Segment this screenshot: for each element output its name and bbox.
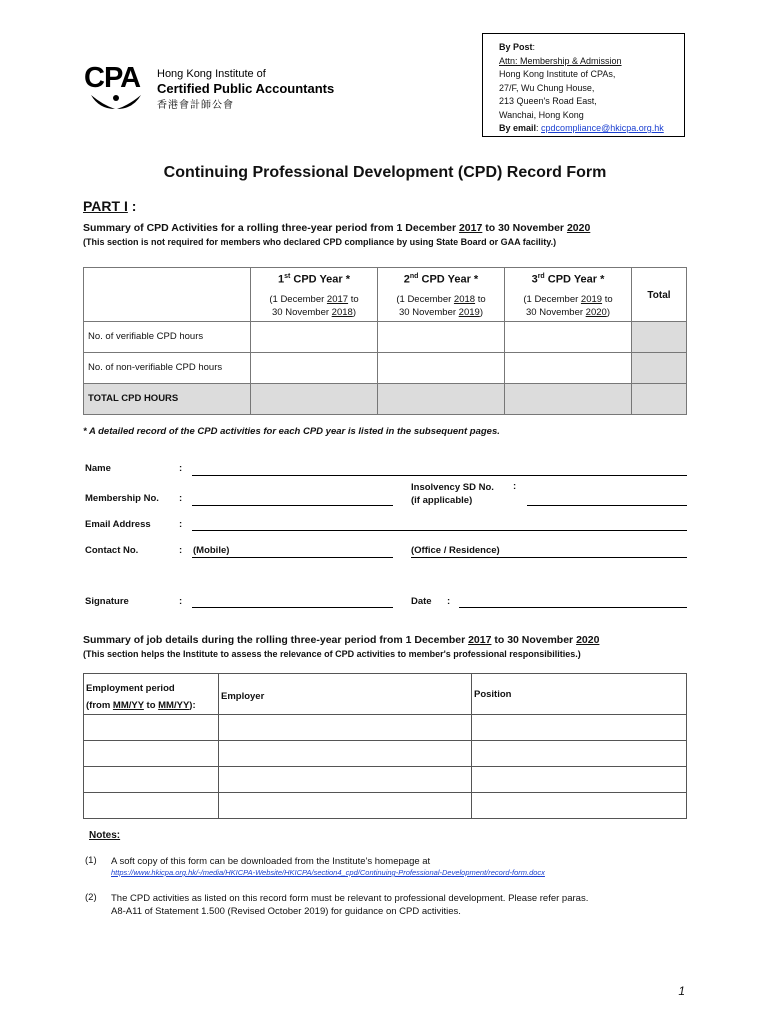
job-cell[interactable] (219, 715, 472, 741)
position-header: Position (472, 674, 687, 715)
note-number: (2) (85, 892, 97, 903)
hours-input-cell[interactable] (505, 353, 632, 384)
colon: : (513, 481, 517, 492)
colon: : (179, 545, 183, 556)
job-cell[interactable] (219, 793, 472, 819)
page-number: 1 (678, 984, 685, 998)
hours-input-cell[interactable] (378, 322, 505, 353)
job-summary-heading: Summary of job details during the rolling three-year period from 1 December 2017 to 30 November 2020 (83, 634, 600, 646)
download-link[interactable]: https://www.hkicpa.org.hk/-/media/HKICPA-Website/HKICPA/section4_cpd/Continuing-Professional-Development/record-form.docx (111, 868, 545, 877)
membership-field[interactable] (192, 505, 393, 506)
contact-label: Contact No. (85, 545, 139, 556)
membership-label: Membership No. (85, 493, 159, 504)
cpd-year-header: 1st CPD Year * (1 December 2017 to 30 November 2018) (251, 268, 378, 322)
job-cell[interactable] (84, 741, 219, 767)
colon: : (179, 493, 183, 504)
job-cell[interactable] (472, 715, 687, 741)
row-label: No. of non-verifiable CPD hours (84, 353, 251, 384)
total-cell (632, 353, 687, 384)
address-line: 213 Queen's Road East, (499, 96, 597, 106)
employer-header: Employer (219, 674, 472, 715)
hours-input-cell[interactable] (251, 322, 378, 353)
job-cell[interactable] (472, 767, 687, 793)
job-cell[interactable] (84, 715, 219, 741)
email-field[interactable] (192, 530, 687, 531)
job-cell[interactable] (84, 793, 219, 819)
signature-label: Signature (85, 596, 129, 607)
cpd-summary-heading: Summary of CPD Activities for a rolling three-year period from 1 December 2017 to 30 November 2020 (83, 222, 591, 234)
table-footnote: * A detailed record of the CPD activities for each CPD year is listed in the subsequent pages. (83, 426, 500, 437)
leaf-emblem-icon (89, 93, 143, 111)
colon: : (447, 596, 451, 607)
email-link[interactable]: cpdcompliance@hkicpa.org.hk (541, 123, 664, 133)
note-text: A soft copy of this form can be downloaded from the Institute's homepage at (111, 856, 431, 867)
name-field[interactable] (192, 475, 687, 476)
mobile-label: (Mobile) (193, 545, 230, 556)
date-field[interactable] (459, 607, 687, 608)
date-label: Date (411, 596, 432, 607)
total-hours-cell (505, 384, 632, 415)
by-email-label: By email (499, 123, 537, 133)
insolvency-field[interactable] (527, 505, 687, 506)
mobile-field[interactable] (192, 557, 393, 558)
logo-chinese-name: 香港會計師公會 (157, 100, 234, 111)
note-number: (1) (85, 855, 97, 866)
address-line: Wanchai, Hong Kong (499, 109, 584, 120)
total-hours-cell (378, 384, 505, 415)
job-cell[interactable] (219, 767, 472, 793)
address-line: Hong Kong Institute of CPAs, (499, 69, 616, 79)
job-details-table (83, 673, 687, 819)
colon: : (179, 596, 183, 607)
row-label: No. of verifiable CPD hours (84, 322, 251, 353)
signature-field[interactable] (192, 607, 393, 608)
table-corner-cell (84, 268, 251, 322)
hours-input-cell[interactable] (505, 322, 632, 353)
office-field[interactable] (411, 557, 687, 558)
insolvency-label: Insolvency SD No. (if applicable) (411, 482, 494, 506)
row-label: TOTAL CPD HOURS (84, 384, 251, 415)
job-summary-note: (This section helps the Institute to assess the relevance of CPD activities to member's professional responsibilities.) (83, 649, 581, 659)
total-cell (632, 384, 687, 415)
address-line: 27/F, Wu Chung House, (499, 82, 595, 93)
colon: : (179, 519, 183, 530)
form-title: Continuing Professional Development (CPD) Record Form (163, 164, 607, 181)
job-cell[interactable] (84, 767, 219, 793)
job-cell[interactable] (472, 793, 687, 819)
colon: : (179, 463, 183, 474)
office-label: (Office / Residence) (411, 545, 500, 556)
cpa-logo-mark: CPA (84, 62, 141, 94)
total-hours-cell (251, 384, 378, 415)
cpd-year-header: 2nd CPD Year * (1 December 2018 to 30 November 2019) (378, 268, 505, 322)
hours-input-cell[interactable] (378, 353, 505, 384)
job-cell[interactable] (472, 741, 687, 767)
total-cell (632, 322, 687, 353)
cpd-year-header: 3rd CPD Year * (1 December 2019 to 30 November 2020) (505, 268, 632, 322)
job-cell[interactable] (219, 741, 472, 767)
employment-period-header: Employment period (from MM/YY to MM/YY): (84, 674, 219, 715)
total-header: Total (632, 268, 687, 322)
email-label: Email Address (85, 519, 151, 530)
note-text: The CPD activities as listed on this record form must be relevant to professional development. Please refer paras. A8-A11 of Statement 1.500 (Revised October 2019) for guidance on CPD activities. (111, 893, 589, 917)
cpd-hours-table (83, 267, 687, 415)
part-heading: PART I : (83, 198, 137, 214)
hours-input-cell[interactable] (251, 353, 378, 384)
logo-name-line: Certified Public Accountants (157, 81, 335, 96)
by-post-label: By Post (499, 42, 533, 52)
logo-institute-line: Hong Kong Institute of (157, 68, 266, 80)
postal-address-box: By Post: Attn: Membership & Admission Hong Kong Institute of CPAs, 27/F, Wu Chung House, 213 Queen's Road East, Wanchai, Hong Kong By email: cpdcompliance@hkicpa.org.hk (482, 33, 685, 137)
cpd-summary-note: (This section is not required for members who declared CPD compliance by using State Board or GAA facility.) (83, 237, 557, 247)
name-label: Name (85, 463, 111, 474)
address-line: Attn: Membership & Admission (499, 55, 622, 66)
notes-heading: Notes: (89, 830, 121, 841)
